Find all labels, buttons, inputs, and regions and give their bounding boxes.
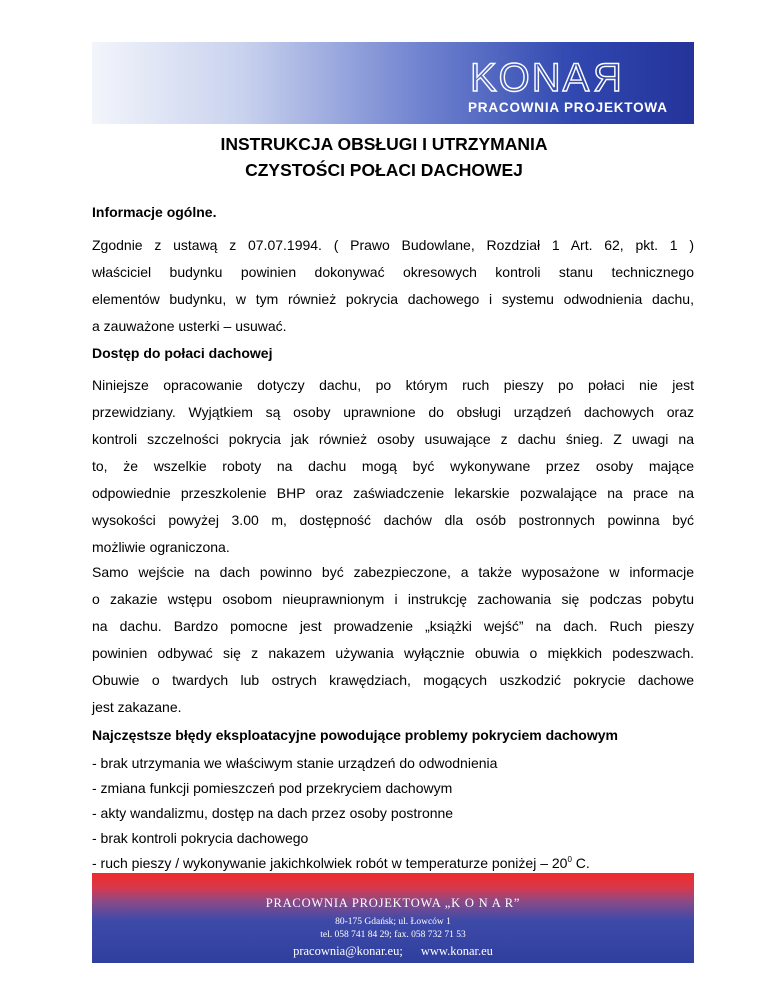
section-heading-roof-access: Dostęp do połaci dachowej (92, 345, 273, 361)
footer-phone: tel. 058 741 84 29; (320, 930, 392, 940)
header-banner (92, 42, 694, 124)
paragraph-line: elementów budynku, w tym również pokrycia dachowego i systemu odwodnienia dachu, (92, 291, 694, 307)
document-title-line1: INSTRUKCJA OBSŁUGI I UTRZYMANIA (220, 134, 548, 154)
paragraph-line: powinien odbywać się z nakazem używania wyłącznie obuwia o miękkich podeszwach. (92, 645, 694, 661)
section-heading-common-errors: Najczęstsze błędy eksploatacyjne powodujące problemy pokryciem dachowym (92, 727, 618, 743)
paragraph-line: Samo wejście na dach powinno być zabezpieczone, a także wyposażone w informacje (92, 564, 694, 580)
footer-company-name: PRACOWNIA PROJEKTOWA „K O N A R” (265, 896, 521, 910)
list-item: - brak utrzymania we właściwym stanie urządzeń do odwodnienia (92, 755, 498, 771)
footer-address: 80-175 Gdańsk; ul. Łowców 1 (335, 917, 451, 927)
footer-website[interactable]: www.konar.eu (420, 944, 493, 958)
paragraph-line: wysokości powyżej 3.00 m, dostępność dachów dla osób postronnych powinna być (92, 512, 694, 528)
logo-word-right: R (591, 56, 623, 100)
paragraph-line: o zakazie wstępu osobom nieuprawnionym i instrukcję zachowania się podczas pobytu (92, 591, 694, 607)
list-item: - zmiana funkcji pomieszczeń pod przekryciem dachowym (92, 780, 453, 796)
paragraph-line: właściciel budynku powinien dokonywać okresowych kontroli stanu technicznego (92, 264, 694, 280)
footer-web-line (92, 944, 694, 959)
temperature-unit: C. (571, 855, 590, 871)
company-logo (464, 50, 688, 120)
footer-fax: fax. 058 732 71 53 (394, 930, 466, 940)
list-item (92, 855, 590, 871)
paragraph-line: Obuwie o twardych lub ostrych krawędziach, mogących uszkodzić pokrycie dachowe (92, 672, 694, 688)
list-item: - brak kontroli pokrycia dachowego (92, 830, 309, 846)
paragraph-line: to, że wszelkie roboty na dachu mogą być wykonywane przez osoby mające (92, 458, 694, 474)
paragraph-line: Zgodnie z ustawą z 07.07.1994. ( Prawo Budowlane, Rozdział 1 Art. 62, pkt. 1 ) (92, 237, 694, 253)
degree-superscript: 0 (567, 855, 572, 864)
list-item: - akty wandalizmu, dostęp na dach przez osoby postronne (92, 805, 454, 821)
footer-contact-line (92, 930, 694, 940)
logo-wordmark (470, 58, 622, 98)
logo-subtitle: PRACOWNIA PROJEKTOWA (468, 100, 668, 115)
document-title-line2: CZYSTOŚCI POŁACI DACHOWEJ (245, 160, 523, 180)
paragraph-line: a zauważone usterki – usuwać. (92, 318, 287, 334)
paragraph-line: Niniejsze opracowanie dotyczy dachu, po którym ruch pieszy po połaci nie jest (92, 377, 694, 393)
paragraph-line: odpowiednie przeszkolenie BHP oraz zaświadczenie lekarskie pozwalające na prace na (92, 485, 694, 501)
logo-word-left: KONA (470, 56, 592, 100)
list-item-text: - ruch pieszy / wykonywanie jakichkolwiek robót w temperaturze poniżej – 20 (92, 855, 568, 871)
paragraph-line: możliwie ograniczona. (92, 539, 230, 555)
footer-email[interactable]: pracownia@konar.eu; (293, 944, 403, 958)
paragraph-line: na dachu. Bardzo pomocne jest prowadzenie „książki wejść” na dach. Ruch pieszy (92, 618, 694, 634)
paragraph-line: przewidziany. Wyjątkiem są osoby uprawnione do obsługi urządzeń dachowych oraz (92, 404, 694, 420)
paragraph-line: jest zakazane. (92, 699, 182, 715)
footer-banner (92, 873, 694, 963)
paragraph-line: kontroli szczelności pokrycia jak również osoby usuwające z dachu śnieg. Z uwagi na (92, 431, 694, 447)
section-heading-general: Informacje ogólne. (92, 204, 217, 220)
